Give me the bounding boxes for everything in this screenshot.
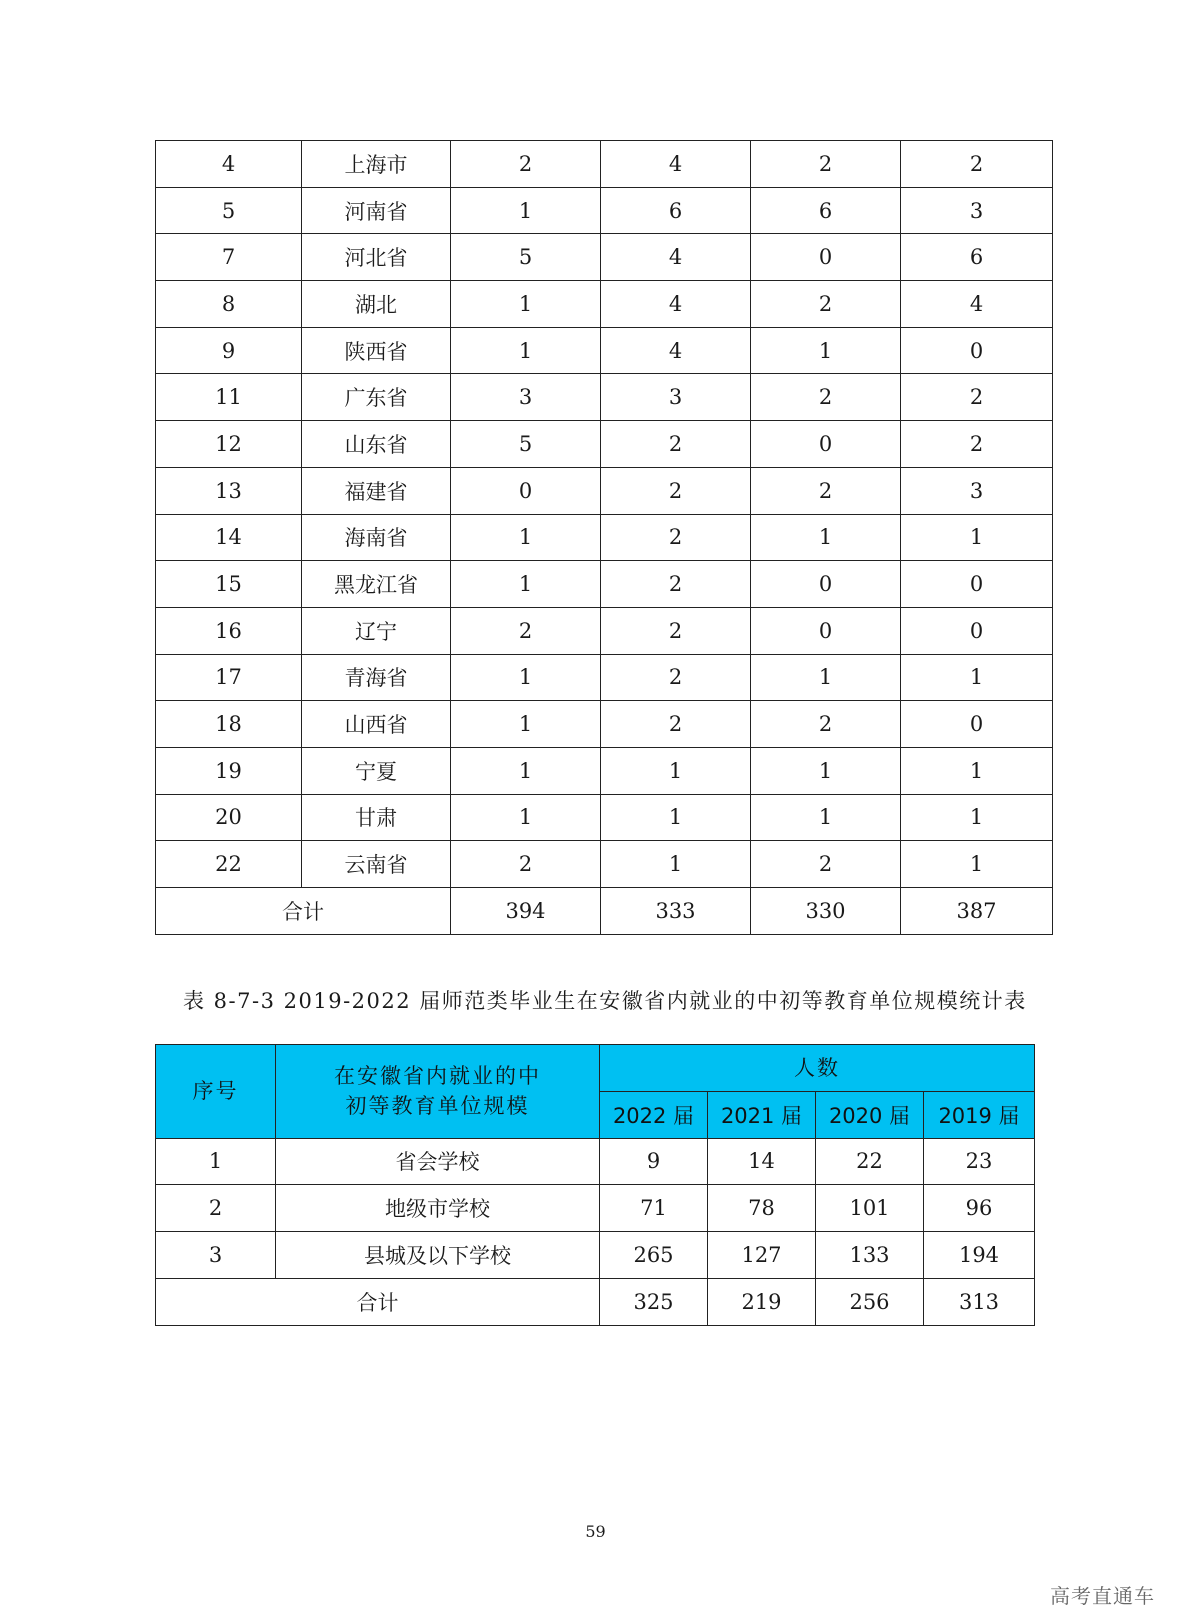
total-label: 合计: [156, 1278, 600, 1325]
row-region-name: 河北省: [302, 234, 451, 281]
table-row: [156, 374, 1053, 421]
table-row: [156, 234, 1053, 281]
table-row: [156, 1185, 1035, 1232]
total-value: 333: [601, 888, 751, 935]
header-unit-scale: [276, 1045, 600, 1139]
table-row: [156, 794, 1053, 841]
row-serial-no: 22: [156, 841, 302, 888]
row-count-value: 4: [601, 327, 751, 374]
row-region-name: 云南省: [302, 841, 451, 888]
row-region-name: 河南省: [302, 187, 451, 234]
row-region-name: 上海市: [302, 141, 451, 188]
row-serial-no: 12: [156, 421, 302, 468]
table-row: [156, 654, 1053, 701]
total-value: 387: [901, 888, 1053, 935]
row-count-value: 4: [901, 281, 1053, 328]
row-serial-no: 13: [156, 467, 302, 514]
region-employment-table: [155, 140, 1053, 935]
row-count-value: 6: [751, 187, 901, 234]
row-region-name: 海南省: [302, 514, 451, 561]
table-row: [156, 141, 1053, 188]
table-row: [156, 187, 1053, 234]
table-row: [156, 701, 1053, 748]
row-count-value: 1: [751, 327, 901, 374]
row-count-value: 22: [816, 1138, 924, 1185]
row-count-value: 0: [751, 607, 901, 654]
header-unit-scale-line2: 初等教育单位规模: [345, 1094, 530, 1119]
total-value: 313: [924, 1278, 1035, 1325]
row-count-value: 1: [901, 747, 1053, 794]
row-count-value: 0: [901, 561, 1053, 608]
header-people-count: 人数: [600, 1045, 1035, 1092]
total-row: [156, 888, 1053, 935]
header-year-2021: 2021 届: [708, 1091, 816, 1138]
row-count-value: 133: [816, 1232, 924, 1279]
row-count-value: 5: [451, 421, 601, 468]
row-count-value: 4: [601, 281, 751, 328]
row-serial-no: 3: [156, 1232, 276, 1279]
row-region-name: 山西省: [302, 701, 451, 748]
row-count-value: 101: [816, 1185, 924, 1232]
row-serial-no: 14: [156, 514, 302, 561]
row-count-value: 1: [451, 327, 601, 374]
row-count-value: 1: [451, 701, 601, 748]
header-year-2020: 2020 届: [816, 1091, 924, 1138]
row-count-value: 1: [601, 841, 751, 888]
row-count-value: 1: [601, 794, 751, 841]
row-count-value: 1: [751, 794, 901, 841]
row-count-value: 2: [451, 607, 601, 654]
total-value: 330: [751, 888, 901, 935]
row-count-value: 1: [451, 187, 601, 234]
table-row: [156, 747, 1053, 794]
row-count-value: 6: [601, 187, 751, 234]
row-count-value: 96: [924, 1185, 1035, 1232]
row-count-value: 1: [451, 747, 601, 794]
row-count-value: 1: [601, 747, 751, 794]
row-count-value: 1: [751, 747, 901, 794]
row-count-value: 2: [601, 607, 751, 654]
table-row: [156, 607, 1053, 654]
row-count-value: 3: [451, 374, 601, 421]
row-region-name: 黑龙江省: [302, 561, 451, 608]
row-count-value: 2: [601, 467, 751, 514]
row-count-value: 1: [901, 654, 1053, 701]
total-value: 394: [451, 888, 601, 935]
header-unit-scale-line1: 在安徽省内就业的中: [334, 1064, 541, 1089]
total-row: [156, 1278, 1035, 1325]
row-serial-no: 8: [156, 281, 302, 328]
row-serial-no: 4: [156, 141, 302, 188]
row-count-value: 1: [451, 561, 601, 608]
row-count-value: 1: [901, 514, 1053, 561]
table-caption: 表 8-7-3 2019-2022 届师范类毕业生在安徽省内就业的中初等教育单位规模统计表: [183, 989, 1027, 1013]
row-count-value: 2: [601, 514, 751, 561]
row-count-value: 2: [751, 841, 901, 888]
row-count-value: 2: [751, 467, 901, 514]
row-count-value: 1: [751, 654, 901, 701]
row-count-value: 14: [708, 1138, 816, 1185]
table-row: [156, 1138, 1035, 1185]
row-count-value: 2: [751, 141, 901, 188]
row-count-value: 2: [451, 841, 601, 888]
row-serial-no: 15: [156, 561, 302, 608]
row-count-value: 194: [924, 1232, 1035, 1279]
row-serial-no: 19: [156, 747, 302, 794]
row-count-value: 9: [600, 1138, 708, 1185]
table-row: [156, 1232, 1035, 1279]
school-scale-table: [155, 1044, 1035, 1326]
row-count-value: 3: [901, 467, 1053, 514]
row-count-value: 1: [451, 281, 601, 328]
header-year-2022: 2022 届: [600, 1091, 708, 1138]
table-row: [156, 514, 1053, 561]
row-serial-no: 17: [156, 654, 302, 701]
row-count-value: 0: [901, 607, 1053, 654]
row-region-name: 辽宁: [302, 607, 451, 654]
header-serial-no: 序号: [156, 1045, 276, 1139]
row-count-value: 0: [901, 701, 1053, 748]
row-count-value: 0: [901, 327, 1053, 374]
row-count-value: 71: [600, 1185, 708, 1232]
row-serial-no: 18: [156, 701, 302, 748]
row-serial-no: 11: [156, 374, 302, 421]
row-count-value: 1: [451, 794, 601, 841]
row-count-value: 2: [901, 141, 1053, 188]
row-unit-scale: 地级市学校: [276, 1185, 600, 1232]
row-count-value: 78: [708, 1185, 816, 1232]
row-count-value: 6: [901, 234, 1053, 281]
table-row: [156, 561, 1053, 608]
row-count-value: 2: [601, 421, 751, 468]
row-region-name: 福建省: [302, 467, 451, 514]
header-year-2019: 2019 届: [924, 1091, 1035, 1138]
row-count-value: 2: [601, 561, 751, 608]
table-row: [156, 841, 1053, 888]
row-count-value: 265: [600, 1232, 708, 1279]
row-unit-scale: 县城及以下学校: [276, 1232, 600, 1279]
row-region-name: 宁夏: [302, 747, 451, 794]
row-serial-no: 2: [156, 1185, 276, 1232]
row-count-value: 1: [451, 514, 601, 561]
row-serial-no: 16: [156, 607, 302, 654]
row-count-value: 1: [901, 841, 1053, 888]
row-count-value: 2: [451, 141, 601, 188]
row-count-value: 2: [901, 421, 1053, 468]
table-row: [156, 421, 1053, 468]
table-row: [156, 281, 1053, 328]
row-region-name: 甘肃: [302, 794, 451, 841]
row-region-name: 陕西省: [302, 327, 451, 374]
row-region-name: 山东省: [302, 421, 451, 468]
row-count-value: 0: [751, 561, 901, 608]
row-count-value: 2: [751, 701, 901, 748]
row-count-value: 23: [924, 1138, 1035, 1185]
row-count-value: 0: [451, 467, 601, 514]
row-count-value: 2: [751, 374, 901, 421]
row-region-name: 湖北: [302, 281, 451, 328]
row-region-name: 广东省: [302, 374, 451, 421]
row-count-value: 2: [601, 654, 751, 701]
row-count-value: 4: [601, 234, 751, 281]
row-serial-no: 20: [156, 794, 302, 841]
row-count-value: 2: [901, 374, 1053, 421]
total-value: 256: [816, 1278, 924, 1325]
row-count-value: 3: [901, 187, 1053, 234]
row-count-value: 0: [751, 234, 901, 281]
row-unit-scale: 省会学校: [276, 1138, 600, 1185]
row-count-value: 127: [708, 1232, 816, 1279]
row-count-value: 1: [901, 794, 1053, 841]
row-serial-no: 7: [156, 234, 302, 281]
total-value: 219: [708, 1278, 816, 1325]
row-count-value: 1: [451, 654, 601, 701]
row-count-value: 1: [751, 514, 901, 561]
row-count-value: 0: [751, 421, 901, 468]
table-row: [156, 327, 1053, 374]
row-count-value: 4: [601, 141, 751, 188]
watermark-text: 高考直通车: [1050, 1584, 1155, 1608]
row-count-value: 5: [451, 234, 601, 281]
row-region-name: 青海省: [302, 654, 451, 701]
table-row: [156, 467, 1053, 514]
row-serial-no: 9: [156, 327, 302, 374]
page-number: 59: [585, 1522, 606, 1541]
total-label: 合计: [156, 888, 451, 935]
row-serial-no: 1: [156, 1138, 276, 1185]
row-count-value: 2: [601, 701, 751, 748]
total-value: 325: [600, 1278, 708, 1325]
row-count-value: 3: [601, 374, 751, 421]
row-serial-no: 5: [156, 187, 302, 234]
row-count-value: 2: [751, 281, 901, 328]
